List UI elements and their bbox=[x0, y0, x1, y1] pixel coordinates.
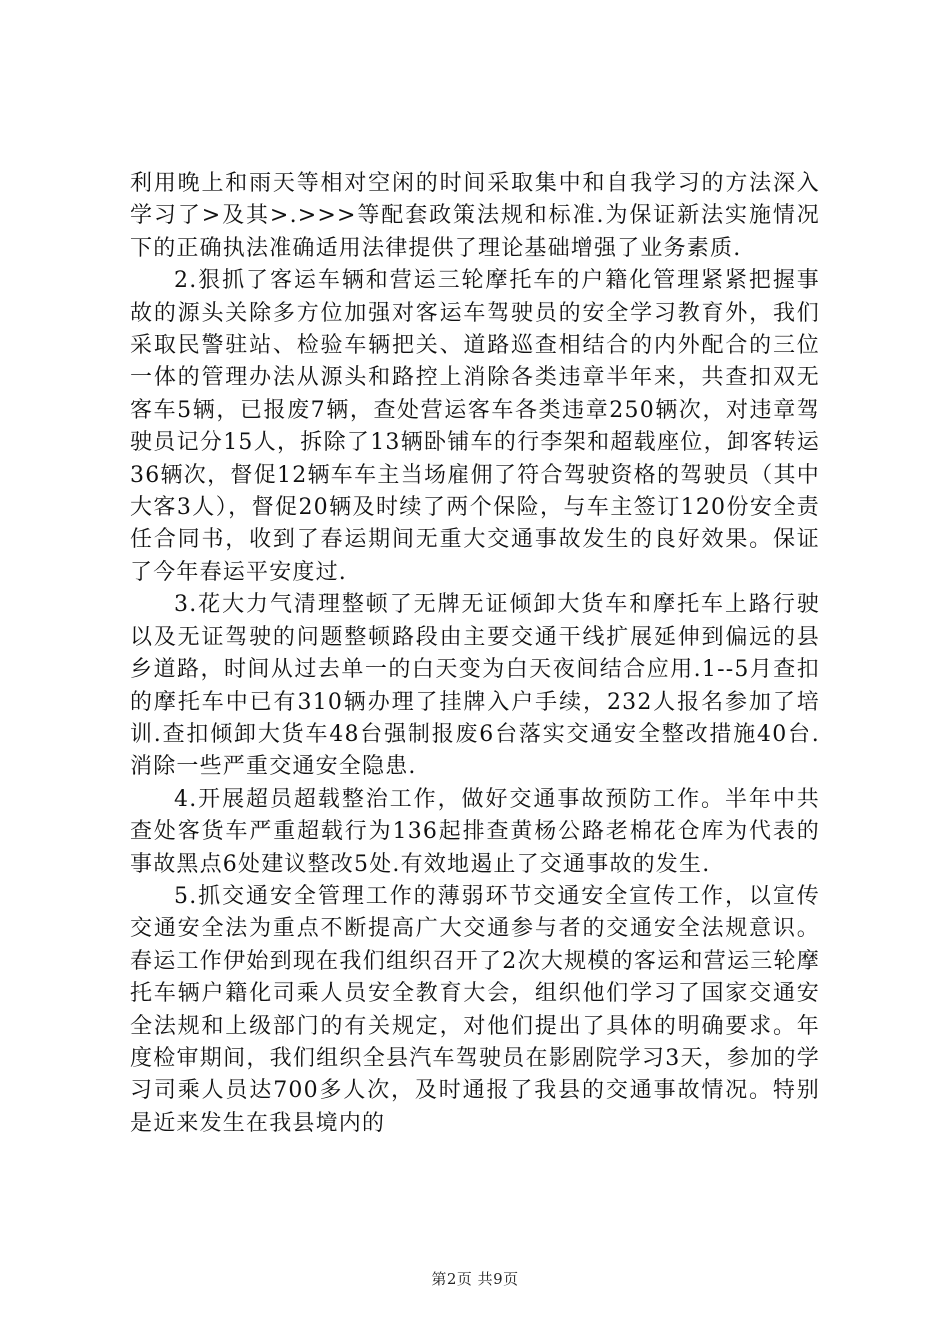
document-body bbox=[130, 168, 820, 1140]
paragraph-intro-continuation: 利用晚上和雨天等相对空闲的时间采取集中和自我学习的方法深入学习了>及其>.>>>等配套政策法规和标准.为保证新法实施情况下的正确执法准确适用法律提供了理论基础增强了业务素质. bbox=[130, 171, 820, 261]
paragraph-item-3: 3.花大力气清理整顿了无牌无证倾卸大货车和摩托车上路行驶以及无证驾驶的问题整顿路段由主要交通干线扩展延伸到偏远的县乡道路，时间从过去单一的白天变为白天夜间结合应用.1--5月查扣的摩托车中已有310辆办理了挂牌入户手续，232人报名参加了培训.查扣倾卸大货车48台强制报废6台落实交通安全整改措施40台.消除一些严重交通安全隐患. bbox=[130, 592, 820, 780]
paragraph-item-5: 5.抓交通安全管理工作的薄弱环节交通安全宣传工作，以宣传交通安全法为重点不断提高广大交通参与者的交通安全法规意识。春运工作伊始到现在我们组织召开了2次大规模的客运和营运三轮摩托车辆户籍化司乘人员安全教育大会，组织他们学习了国家交通安全法规和上级部门的有关规定，对他们提出了具体的明确要求。年度检审期间，我们组织全县汽车驾驶员在影剧院学习3天，参加的学习司乘人员达700多人次，及时通报了我县的交通事故情况。特别是近来发生在我县境内的 bbox=[130, 883, 820, 1136]
paragraph-item-2: 2.狠抓了客运车辆和营运三轮摩托车的户籍化管理紧紧把握事故的源头关除多方位加强对客运车驾驶员的安全学习教育外，我们采取民警驻站、检验车辆把关、道路巡查相结合的内外配合的三位一体的管理办法从源头和路控上消除各类违章半年来，共查扣双无客车5辆，已报废7辆，查处营运客车各类违章250辆次，对违章驾驶员记分15人，拆除了13辆卧铺车的行李架和超载座位，卸客转运36辆次，督促12辆车车主当场雇佣了符合驾驶资格的驾驶员（其中大客3人），督促20辆及时续了两个保险，与车主签订120份安全责任合同书，收到了春运期间无重大交通事故发生的良好效果。保证了今年春运平安度过. bbox=[130, 268, 820, 585]
page-number-indicator: 第2页 共9页 bbox=[431, 1270, 519, 1288]
page-footer bbox=[0, 1268, 950, 1289]
paragraph-item-4: 4.开展超员超载整治工作，做好交通事故预防工作。半年中共查处客货车严重超载行为136起排查黄杨公路老棉花仓库为代表的事故黑点6处建议整改5处.有效地遏止了交通事故的发生. bbox=[130, 786, 820, 877]
